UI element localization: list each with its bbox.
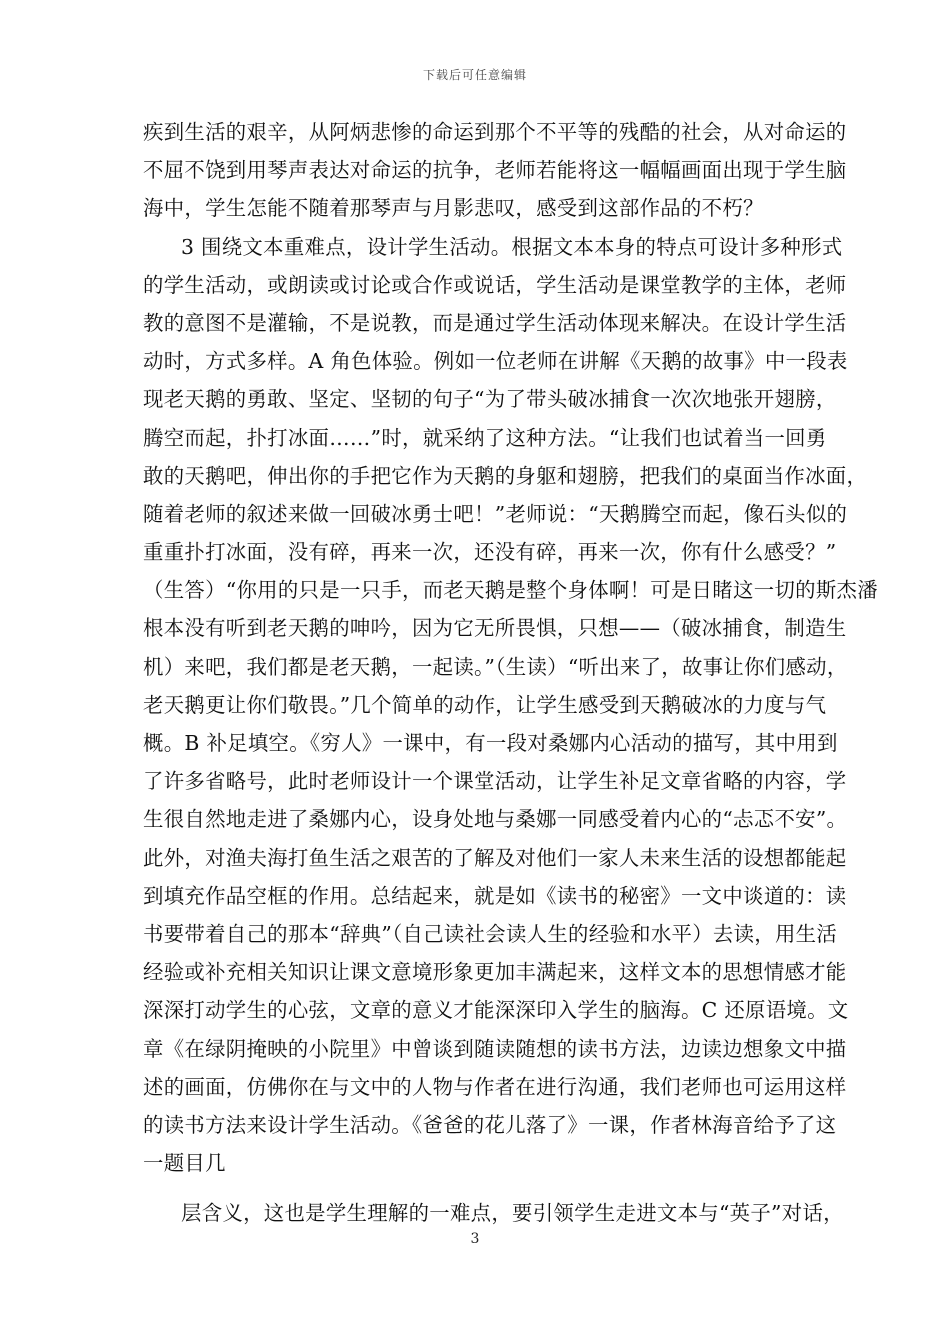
text-line: 疾到生活的艰辛，从阿炳悲惨的命运到那个不平等的残酷的社会，从对命运的 <box>143 120 847 144</box>
text-line: 敢的天鹅吧，伸出你的手把它作为天鹅的身躯和翅膀，把我们的桌面当作冰面， <box>143 463 868 488</box>
text-line: 章《在绿阴掩映的小院里》中曾谈到随读随想的读书方法，边读边想象文中描 <box>143 1036 847 1061</box>
text-line: 机）来吧，我们都是老天鹅，一起读。”（生读）“听出来了，故事让你们感动， <box>143 654 848 679</box>
text-line: 了许多省略号，此时老师设计一个课堂活动，让学生补足文章省略的内容，学 <box>143 769 847 794</box>
text-line: 生很自然地走进了桑娜内心，设身处地与桑娜一同感受着内心的“忐忑不安”。 <box>143 807 848 832</box>
text-line: 动时，方式多样。A 角色体验。例如一位老师在讲解《天鹅的故事》中一段表 <box>143 349 848 374</box>
text-line: 随着老师的叙述来做一回破冰勇士吧！”老师说：“天鹅腾空而起，像石头似的 <box>143 501 848 526</box>
page-header: 下载后可任意编辑 <box>422 68 527 82</box>
text-line: 的学生活动，或朗读或讨论或合作或说话，学生活动是课堂教学的主体，老师 <box>143 272 847 297</box>
text-line: 3 围绕文本重难点，设计学生活动。根据文本本身的特点可设计多种形式 <box>181 234 843 259</box>
text-line: 一题目几 <box>143 1151 226 1176</box>
text-line: 经验或补充相关知识让课文意境形象更加丰满起来，这样文本的思想情感才能 <box>143 960 847 985</box>
text-line: 到填充作品空框的作用。总结起来，就是如《读书的秘密》一文中谈道的：读 <box>143 883 847 908</box>
paragraph-gap <box>143 1182 809 1194</box>
text-line: 海中，学生怎能不随着那琴声与月影悲叹，感受到这部作品的不朽？ <box>143 196 764 221</box>
text-line: 根本没有听到老天鹅的呻吟，因为它无所畏惧，只想——（破冰捕食，制造生 <box>143 616 847 641</box>
text-line: 概。B 补足填空。《穷人》一课中，有一段对桑娜内心活动的描写，其中用到 <box>143 731 838 755</box>
text-line: 书要带着自己的那本“辞典”（自己读社会读人生的经验和水平）去读，用生活 <box>143 921 838 946</box>
text-line: 现老天鹅的勇敢、坚定、坚韧的句子“为了带头破冰捕食一次次地张开翅膀， <box>143 387 837 412</box>
text-line: 层含义，这也是学生理解的一难点，要引领学生走进文本与“英子”对话， <box>181 1201 844 1226</box>
paragraph-3 <box>143 1194 844 1232</box>
text-line: （生答）“你用的只是一只手，而老天鹅是整个身体啊！可是日睹这一切的斯杰潘 <box>143 578 878 603</box>
text-line: 的读书方法来设计学生活动。《爸爸的花儿落了》一课，作者林海音给予了这 <box>143 1112 837 1137</box>
paragraph-1 <box>143 113 847 228</box>
page-number: 3 <box>470 1231 480 1247</box>
body-text <box>143 113 878 1232</box>
text-line: 述的画面，仿佛你在与文中的人物与作者在进行沟通，我们老师也可运用这样 <box>143 1074 847 1099</box>
text-line: 老天鹅更让你们敬畏。”几个简单的动作，让学生感受到天鹅破冰的力度与气 <box>143 692 827 717</box>
text-line: 教的意图不是灌输，不是说教，而是通过学生活动体现来解决。在设计学生活 <box>143 310 847 335</box>
text-line: 不屈不饶到用琴声表达对命运的抗争，老师若能将这一幅幅画面出现于学生脑 <box>143 158 847 183</box>
text-line: 此外，对渔夫海打鱼生活之艰苦的了解及对他们一家人未来生活的设想都能起 <box>143 845 847 870</box>
text-line: 腾空而起，扑打冰面……”时，就采纳了这种方法。“让我们也试着当一回勇 <box>143 425 827 450</box>
text-line: 重重扑打冰面，没有碎，再来一次，还没有碎，再来一次，你有什么感受？” <box>143 540 837 565</box>
text-line: 深深打动学生的心弦，文章的意义才能深深印入学生的脑海。C 还原语境。文 <box>143 998 849 1023</box>
paragraph-2 <box>143 228 878 1183</box>
